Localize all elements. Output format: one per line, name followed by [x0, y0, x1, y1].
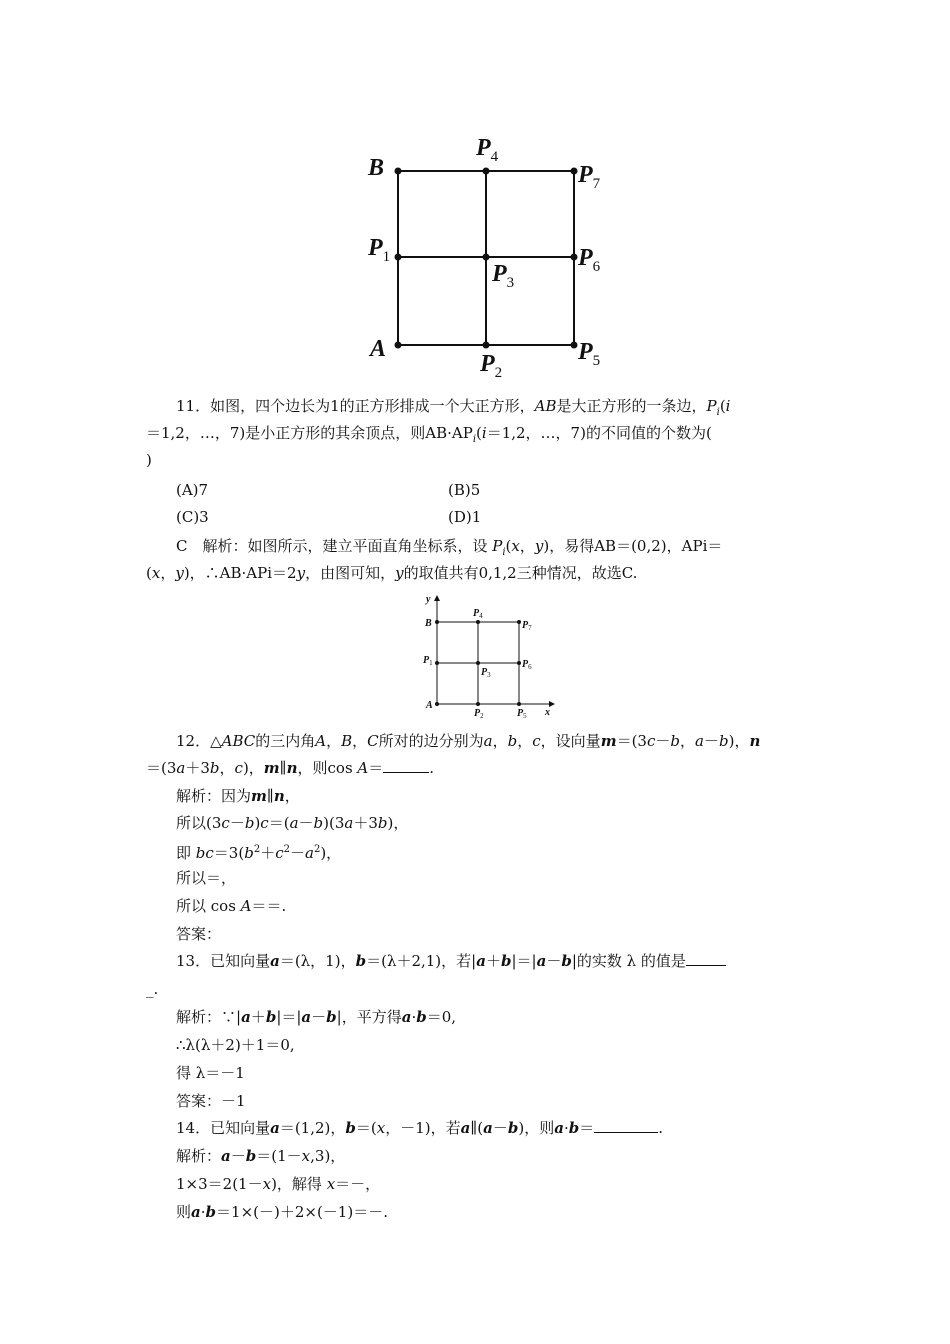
q12-text: ，	[352, 732, 368, 750]
q11-text: )	[146, 451, 152, 469]
q13-answer-blank	[686, 951, 726, 966]
sol-var: x	[151, 564, 161, 582]
sol-var: a	[305, 844, 314, 862]
small-vertex-B	[435, 620, 439, 624]
label-P2: $P_2$	[480, 351, 503, 381]
q12-var: B	[341, 732, 353, 750]
q11-text: (	[719, 397, 726, 415]
q14-vector: b	[568, 1119, 580, 1137]
label-P1: $P_1$	[368, 235, 391, 265]
q14-sol-1	[176, 1146, 345, 1166]
sol-var: b	[377, 814, 388, 832]
q12-answer	[176, 924, 221, 944]
vertex-P2-dot	[483, 342, 490, 349]
small-vertex-P3	[476, 661, 480, 665]
label-A: A	[370, 336, 387, 362]
sol-var: x	[511, 537, 520, 555]
q12-text: ＝	[368, 759, 384, 777]
sol-text: 得 λ＝－1	[176, 1064, 245, 1082]
option-a-label: (A)7	[176, 481, 209, 499]
q13-text: －	[546, 952, 562, 970]
q11-var: i	[725, 397, 731, 415]
figure-coordinate-grid	[418, 590, 558, 720]
sol-var: A	[240, 897, 252, 915]
sol-text: －	[289, 844, 305, 862]
vertex-P6-dot	[571, 254, 578, 261]
sol-vector: n	[273, 787, 285, 805]
q12-text: ，则cos	[297, 759, 358, 777]
label-P5: $P_5$	[578, 339, 601, 369]
vertex-B-dot	[395, 168, 402, 175]
q14-text: －	[492, 1119, 508, 1137]
sol-text: 1×3＝2(1－	[176, 1175, 263, 1193]
q12-var: C	[367, 732, 379, 750]
q12-sol-3	[176, 840, 341, 863]
q13-vector: b	[355, 952, 367, 970]
q12-text: ，	[492, 732, 508, 750]
q14-text: ·	[564, 1119, 569, 1137]
q13-text: ＝(λ＋2,1)，若|	[366, 952, 477, 970]
q14-vector: b	[345, 1119, 356, 1137]
q12-text: ∥	[279, 759, 287, 777]
vertex-P1-dot	[395, 254, 402, 261]
q13-text: |的实数 λ 的值是	[571, 952, 686, 970]
q13-sol-3	[176, 1063, 245, 1083]
q12-var: b	[507, 732, 518, 750]
q12-sol-5	[176, 896, 286, 916]
option-c-label: (C)3	[176, 508, 209, 526]
q13-vector: a	[476, 952, 486, 970]
sol-text: ,3)，	[310, 1147, 346, 1165]
q12-sol-4	[176, 868, 236, 888]
small-label-B: B	[425, 618, 432, 629]
sol-text: (	[146, 564, 152, 582]
q14-answer-blank	[594, 1118, 658, 1133]
sol-text: ，	[284, 787, 300, 805]
label-P4: $P_4$	[476, 135, 499, 165]
q12-vector: n	[749, 732, 761, 750]
q12-text: )，	[728, 732, 750, 750]
q12-text: ＝(3	[146, 759, 177, 777]
vertex-P7-dot	[571, 168, 578, 175]
q11-line-1	[176, 396, 730, 423]
q13-vector: a	[270, 952, 280, 970]
sol-text: －	[311, 1008, 327, 1026]
q11-text: ＝1,2，…，7)是小正方形的其余顶点，则AB·AP	[146, 424, 473, 442]
q12-var: b	[209, 759, 220, 777]
q11-solution-line-1	[176, 536, 722, 563]
vertex-P4-dot	[483, 168, 490, 175]
q12-sol-2	[176, 813, 408, 833]
q12-text: ，	[517, 732, 533, 750]
q13-vector: b	[561, 952, 572, 970]
sol-var: c	[221, 814, 230, 832]
q12-var: a	[176, 759, 186, 777]
q13-text: |＝|	[511, 952, 537, 970]
sol-text: －	[298, 814, 314, 832]
small-vertex-A	[435, 702, 439, 706]
sol-var: x	[301, 1147, 311, 1165]
sol-text: ＝(	[268, 814, 290, 832]
q14-text: 14．已知向量	[176, 1119, 271, 1137]
sol-text: |＝|	[276, 1008, 302, 1026]
sol-text: ·	[411, 1008, 417, 1026]
q12-var: a	[483, 732, 493, 750]
sol-vector: m	[251, 787, 267, 805]
q14-text: ，－1)，若	[385, 1119, 461, 1137]
sol-sup: 2	[283, 844, 290, 855]
axis-x-label: x	[545, 707, 550, 718]
sol-text: ＋	[250, 1008, 266, 1026]
vertex-A-dot	[395, 342, 402, 349]
sol-text: ＝1×(－)＋2×(－1)＝－.	[216, 1203, 388, 1221]
sol-var: b	[313, 814, 324, 832]
q12-vector: n	[286, 759, 298, 777]
sol-text: ·	[200, 1203, 206, 1221]
q14-var: x	[376, 1119, 386, 1137]
q12-text: 12．△	[176, 732, 222, 750]
sol-text: ＋	[260, 844, 276, 862]
sol-vector: b	[205, 1203, 217, 1221]
sol-var: y	[534, 537, 544, 555]
q13-sol-2	[176, 1035, 295, 1055]
sol-var: c	[260, 814, 269, 832]
answer-label: 答案：	[176, 925, 222, 943]
sol-text: ∴λ(λ＋2)＋1＝0,	[176, 1036, 295, 1054]
q11-option-d	[448, 507, 481, 527]
sol-text: )，∴AB·APi＝2	[183, 564, 297, 582]
sol-var: x	[262, 1175, 272, 1193]
sol-sup: 2	[313, 844, 321, 855]
q12-text: ，	[326, 732, 342, 750]
sol-text: 解析：∵|	[176, 1008, 242, 1026]
sol-var: b	[244, 844, 254, 862]
q12-var: b	[670, 732, 680, 750]
sol-vector: a	[191, 1203, 201, 1221]
sol-text: ＝＝.	[251, 897, 287, 915]
q11-line-3	[146, 450, 152, 470]
q11-option-c	[176, 507, 209, 527]
sol-text: 所以(3	[176, 814, 222, 832]
sol-var: y	[395, 564, 404, 582]
axis-y-label: y	[426, 594, 431, 605]
sol-text: 所以＝，	[176, 869, 237, 887]
q11-solution-line-2	[146, 563, 637, 583]
sol-text: 解析：因为	[176, 787, 252, 805]
sol-text: 解析：	[176, 1147, 222, 1165]
sol-text: )，解得	[271, 1175, 327, 1193]
q14-sol-3	[176, 1202, 388, 1222]
sol-vector: b	[416, 1008, 427, 1026]
sol-text: ，	[160, 564, 176, 582]
small-label-A: A	[426, 700, 433, 711]
sol-text: |，平方得	[336, 1008, 402, 1026]
q13-line-2	[146, 979, 158, 999]
q12-var: a	[695, 732, 704, 750]
q11-line-2	[146, 423, 712, 450]
sol-text: ∥	[266, 787, 274, 805]
sol-text: ＝(1－	[256, 1147, 302, 1165]
sol-var: b	[244, 814, 255, 832]
q14-vector: a	[460, 1119, 471, 1137]
q12-text: 的三内角	[255, 732, 316, 750]
small-vertex-P5	[517, 702, 521, 706]
small-vertex-P2	[476, 702, 480, 706]
q14-text: (	[477, 1119, 484, 1137]
q12-var: c	[532, 732, 541, 750]
sol-text: 的取值共有0,1,2三种情况，故选C.	[403, 564, 638, 582]
sol-sub: i	[502, 547, 506, 558]
q12-text: ＋3	[185, 759, 210, 777]
sol-text: 则	[176, 1203, 192, 1221]
q12-text: ＝(3	[616, 732, 647, 750]
sol-var: a	[289, 814, 299, 832]
sol-sup: 2	[253, 844, 261, 855]
small-vertex-P6	[517, 661, 521, 665]
vertex-P5-dot	[571, 342, 578, 349]
small-label-P5: $P_5$	[517, 708, 527, 720]
small-vertex-P4	[476, 620, 480, 624]
q12-var: b	[718, 732, 729, 750]
q13-answer	[176, 1091, 246, 1111]
q14-line-1	[176, 1118, 663, 1138]
sol-text: －	[230, 1147, 246, 1165]
q12-text: )，	[242, 759, 264, 777]
q13-sol-1	[176, 1007, 456, 1027]
sol-text: ＝0,	[426, 1008, 457, 1026]
q13-text: ＝(λ，1)，	[279, 952, 356, 970]
sol-vector: a	[221, 1147, 231, 1165]
q11-text: 是大正方形的一条边，	[556, 397, 707, 415]
option-d-label: (D)1	[448, 508, 482, 526]
sol-var: c	[275, 844, 284, 862]
q14-vector: a	[554, 1119, 564, 1137]
vertex-P3-dot	[483, 254, 490, 261]
q13-line-1	[176, 951, 726, 971]
sol-var: y	[296, 564, 306, 582]
sol-text: )(3	[323, 814, 345, 832]
sol-text: C 解析：如图所示，建立平面直角坐标系，设	[176, 537, 493, 555]
q13-vector: a	[536, 952, 547, 970]
label-P3: $P_3$	[492, 261, 515, 291]
label-P7: $P_7$	[578, 162, 601, 192]
sol-vector: b	[245, 1147, 257, 1165]
q12-text: －	[703, 732, 719, 750]
q12-line-1	[176, 731, 760, 751]
sol-text: －	[229, 814, 245, 832]
q11-var: P	[706, 397, 717, 415]
q12-var: c	[234, 759, 243, 777]
q11-text: ＝1,2，…，7)的不同值的个数为(	[486, 424, 712, 442]
q14-text: ＝	[579, 1119, 595, 1137]
q12-answer-blank	[383, 758, 429, 773]
q12-sol-1	[176, 786, 300, 806]
q14-vector: a	[270, 1119, 280, 1137]
q11-var: i	[481, 424, 487, 442]
sol-text: )，	[320, 844, 342, 862]
q13-vector: b	[500, 952, 512, 970]
sol-text: ＝3(	[213, 844, 245, 862]
label-P6: $P_6$	[578, 245, 601, 275]
sol-text: )，易得AB＝(0,2)，APi＝	[543, 537, 723, 555]
q14-vector: b	[507, 1119, 519, 1137]
small-label-P6: $P_6$	[522, 659, 532, 671]
sol-text: ＋3	[353, 814, 378, 832]
sol-vector: b	[326, 1008, 337, 1026]
option-b-label: (B)5	[448, 481, 481, 499]
small-vertex-P7	[517, 620, 521, 624]
sol-text: 所以 cos	[176, 897, 241, 915]
q11-sub: i	[716, 407, 720, 418]
small-label-P3: $P_3$	[481, 667, 491, 679]
q14-text: .	[658, 1119, 664, 1137]
sol-var: y	[175, 564, 184, 582]
q12-var: A	[357, 759, 369, 777]
answer-label: 答案：－1	[176, 1092, 246, 1110]
sol-var: x	[326, 1175, 336, 1193]
q14-text: ＝(1,2)，	[279, 1119, 346, 1137]
sol-vector: a	[241, 1008, 251, 1026]
q12-var: c	[646, 732, 656, 750]
sol-vector: b	[265, 1008, 277, 1026]
q11-var: AB	[534, 397, 557, 415]
q11-text: (	[476, 424, 482, 442]
q12-var: A	[315, 732, 327, 750]
q12-text: 所对的边分别为	[378, 732, 484, 750]
sol-var: bc	[195, 844, 214, 862]
q13-text: ＋	[485, 952, 501, 970]
sol-var: a	[344, 814, 354, 832]
sol-text: )，	[387, 814, 409, 832]
q12-line-2	[146, 758, 434, 778]
sol-vector: a	[401, 1008, 412, 1026]
q12-text: ，	[219, 759, 235, 777]
sol-vector: a	[301, 1008, 312, 1026]
small-label-P1: $P_1$	[423, 655, 433, 667]
q14-text: ＝(	[355, 1119, 377, 1137]
sol-var: P	[492, 537, 503, 555]
q12-text: －	[655, 732, 671, 750]
q14-sol-2	[176, 1174, 380, 1194]
q13-text: _.	[146, 980, 159, 998]
q11-text: 11．如图，四个边长为1的正方形排成一个大正方形，	[176, 397, 535, 415]
sol-text: ＝－，	[335, 1175, 381, 1193]
q12-vector: m	[600, 732, 617, 750]
q12-text: ，设向量	[540, 732, 601, 750]
sol-text: ，由图可知，	[305, 564, 396, 582]
small-label-P2: $P_2$	[474, 708, 484, 720]
small-vertex-P1	[435, 661, 439, 665]
label-B: B	[368, 155, 385, 181]
q12-vector: m	[263, 759, 280, 777]
small-label-P7: $P_7$	[522, 620, 532, 632]
q14-text: ∥	[470, 1119, 478, 1137]
sol-text: 即	[176, 844, 196, 862]
q12-text: .	[429, 759, 435, 777]
q11-option-a	[176, 480, 208, 500]
figure-square-grid	[340, 125, 640, 385]
q14-text: )，则	[518, 1119, 555, 1137]
q11-sub: i	[472, 434, 477, 445]
q13-text: 13．已知向量	[176, 952, 271, 970]
small-label-P4: $P_4$	[473, 608, 483, 620]
sol-text: )	[254, 814, 261, 832]
q14-vector: a	[483, 1119, 493, 1137]
sol-text: (	[505, 537, 512, 555]
q12-text: ，	[680, 732, 696, 750]
sol-text: ，	[519, 537, 535, 555]
q12-var: ABC	[221, 732, 256, 750]
q11-option-b	[448, 480, 480, 500]
